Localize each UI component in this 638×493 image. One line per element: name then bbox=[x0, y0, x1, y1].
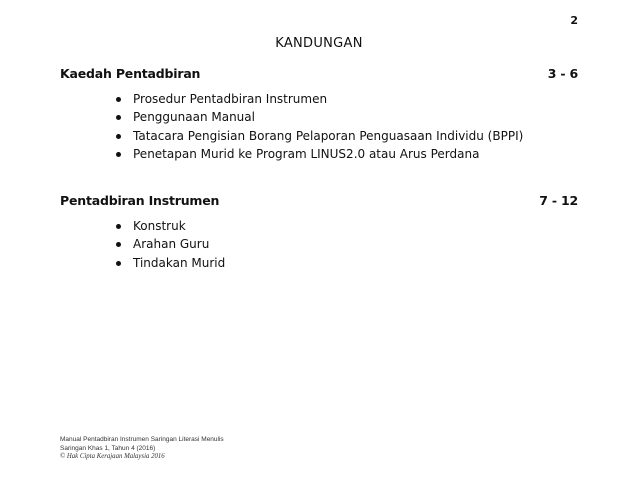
list-item bbox=[116, 108, 578, 126]
bullet-icon bbox=[116, 242, 121, 247]
bullet-icon bbox=[116, 115, 121, 120]
list-item-text: Penggunaan Manual bbox=[133, 110, 255, 125]
list-item-text: Arahan Guru bbox=[133, 237, 210, 252]
footer-edition: Saringan Khas 1, Tahun 4 (2016) bbox=[60, 444, 156, 452]
bullet-icon bbox=[116, 152, 121, 157]
list-item bbox=[116, 145, 578, 163]
section-pentadbiran-instrumen bbox=[60, 193, 578, 272]
section-item-list bbox=[116, 90, 578, 164]
list-item bbox=[116, 217, 578, 235]
list-item-text: Prosedur Pentadbiran Instrumen bbox=[133, 92, 328, 106]
section-page-range: 7 - 12 bbox=[539, 193, 578, 208]
section-page-range: 3 - 6 bbox=[547, 66, 578, 81]
footer-manual-title: Manual Pentadbiran Instrumen Saringan Literasi Menulis bbox=[60, 436, 224, 443]
section-kaedah-pentadbiran bbox=[60, 66, 578, 164]
section-header bbox=[60, 66, 578, 81]
list-item-text: Tatacara Pengisian Borang Pelaporan Penguasaan Individu (BPPI) bbox=[133, 128, 524, 143]
list-item bbox=[116, 235, 578, 253]
bullet-icon bbox=[116, 97, 121, 102]
page-number: 2 bbox=[570, 14, 578, 27]
section-heading: Kaedah Pentadbiran bbox=[60, 66, 201, 81]
section-heading: Pentadbiran Instrumen bbox=[60, 193, 220, 208]
page-title: KANDUNGAN bbox=[275, 36, 363, 51]
list-item-text: Konstruk bbox=[133, 219, 186, 233]
section-header bbox=[60, 193, 578, 208]
bullet-icon bbox=[116, 134, 121, 139]
list-item-text: Penetapan Murid ke Program LINUS2.0 atau Arus Perdana bbox=[133, 147, 480, 162]
list-item bbox=[116, 90, 578, 108]
page-footer bbox=[60, 436, 224, 462]
bullet-icon bbox=[116, 224, 121, 229]
list-item bbox=[116, 254, 578, 272]
footer-copyright: © Hak Cipta Kerajaan Malaysia 2016 bbox=[60, 453, 165, 461]
list-item-text: Tindakan Murid bbox=[133, 255, 226, 270]
list-item bbox=[116, 127, 578, 145]
bullet-icon bbox=[116, 261, 121, 266]
section-item-list bbox=[116, 217, 578, 272]
